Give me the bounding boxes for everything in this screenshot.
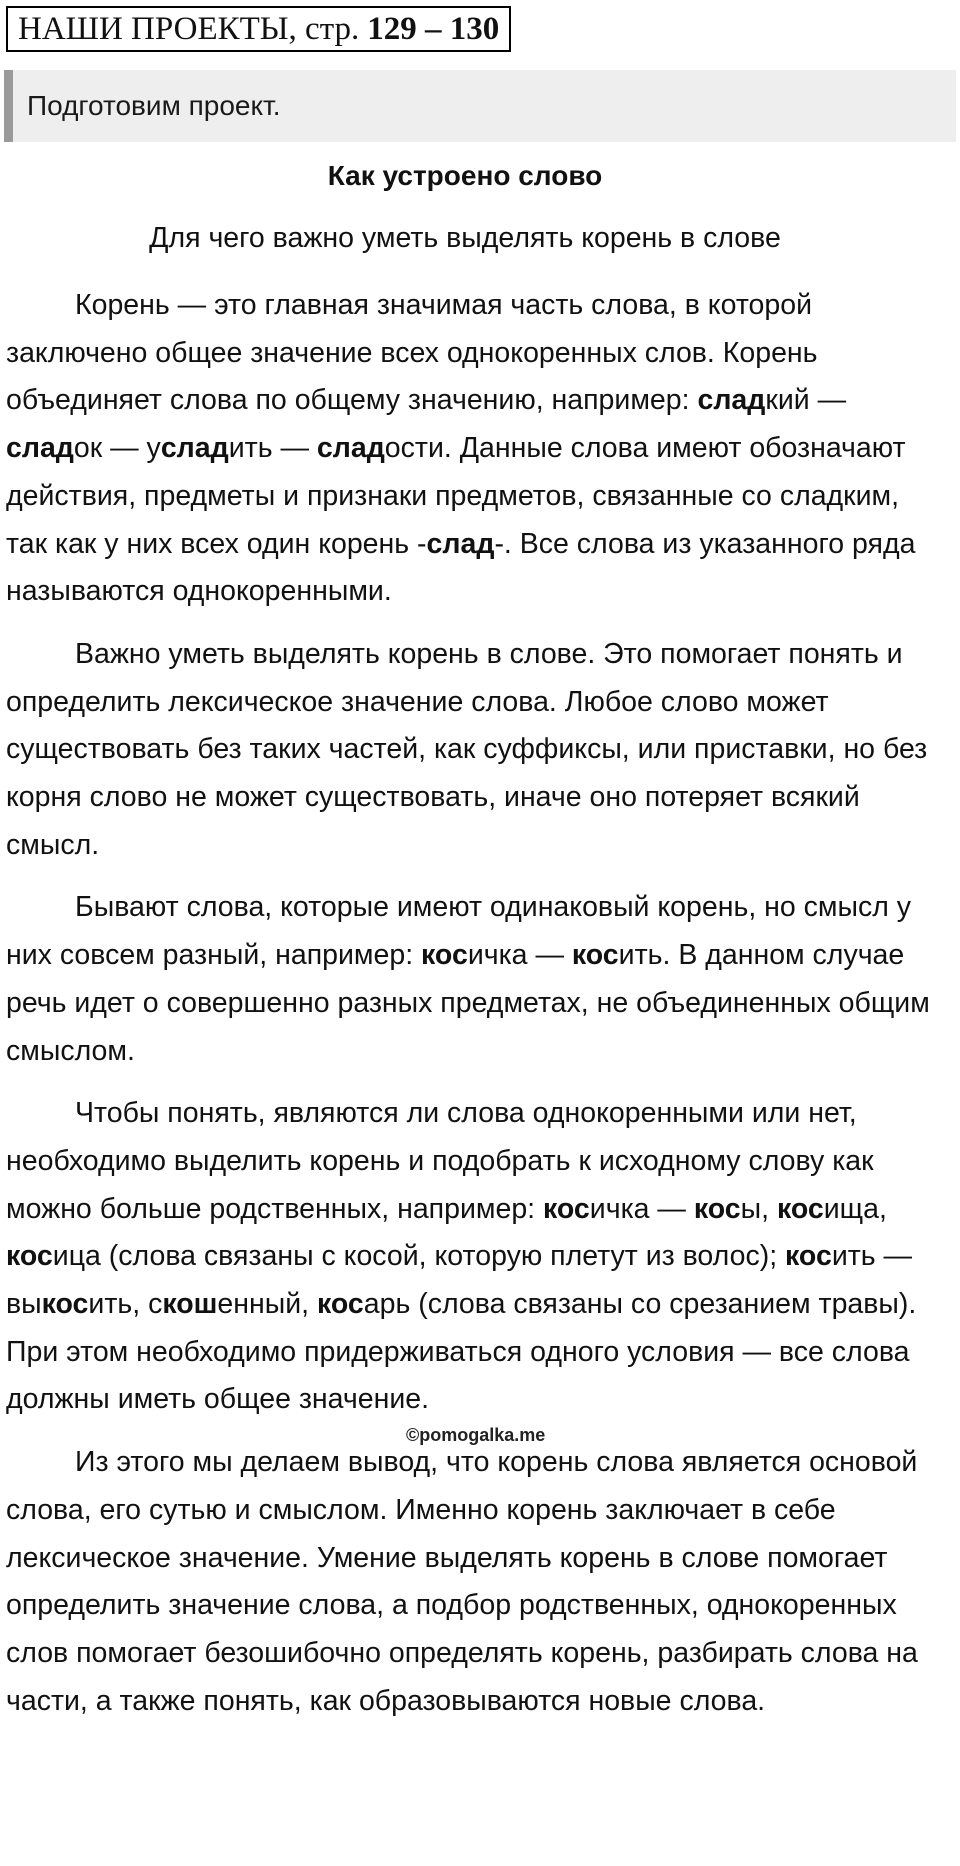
word-root: кос	[41, 1288, 89, 1321]
body-paragraph: Важно уметь выделять корень в слове. Это помогает понять и определить лексическое значение слова. Любое слово может существовать без таких частей, как суффиксы, или приставки, но без корня слово не может существовать, иначе оно потеряет всякий смысл.	[6, 637, 928, 861]
task-banner	[4, 70, 956, 142]
word-root: кос	[421, 939, 468, 972]
document-subtitle: Для чего важно уметь выделять корень в слове	[149, 222, 781, 254]
word-root: кош	[162, 1288, 218, 1321]
word-root: кос	[316, 1288, 364, 1321]
section-header	[6, 6, 511, 52]
body-paragraph: Корень — это главная значимая часть слова, в которой заключено общее значение всех однокоренных слов. Корень объединяет слова по общему значению, например: сладкий — сладок — усладить — сладости. Данные слова имеют обозначают действия, предметы и признаки предметов, связанные со сладким, так как у них всех один корень -слад-. Все слова из указанного ряда называются однокоренными.	[6, 289, 916, 608]
document-title: Как устроено слово	[327, 160, 603, 191]
word-root: кос	[6, 1240, 53, 1273]
word-root: кос	[571, 939, 619, 972]
word-root: кос	[785, 1240, 832, 1273]
word-root: слад	[160, 432, 229, 465]
task-text: Подготовим проект.	[27, 90, 281, 121]
document-body	[6, 282, 942, 1740]
page-range: 129 – 130	[367, 10, 500, 47]
word-root: кос	[776, 1192, 824, 1225]
word-root: слад	[316, 432, 385, 465]
body-paragraph: Чтобы понять, являются ли слова однокоренными или нет, необходимо выделить корень и подобрать к исходному слову как можно больше родственных, например: косичка — косы, косища, косица (слова связаны с косой, которую плетут из волос); косить — выкосить, скошенный, косарь (слова связаны со срезанием травы). При этом необходимо придерживаться одного условия — все слова должны иметь общее значение.	[6, 1097, 917, 1416]
watermark: ©pomogalka.me	[406, 1425, 546, 1445]
section-title: НАШИ ПРОЕКТЫ, стр.	[18, 10, 360, 47]
word-root: слад	[6, 432, 74, 465]
word-root: слад	[697, 384, 766, 417]
word-root: слад	[426, 527, 495, 560]
word-root: кос	[693, 1192, 741, 1225]
body-paragraph: Из этого мы делаем вывод, что корень слова является основой слова, его сутью и смыслом. Именно корень заключает в себе лексическое значение. Умение выделять корень в слове помогает определить значение слова, а подбор родственных, однокоренных слов помогает безошибочно определять корень, разбирать слова на части, а также понять, как образовываются новые слова.	[6, 1446, 918, 1717]
word-root: кос	[543, 1192, 590, 1225]
body-paragraph: Бывают слова, которые имеют одинаковый корень, но смысл у них совсем разный, например: косичка — косить. В данном случае речь идет о совершенно разных предметах, не объединенных общим смыслом.	[6, 891, 930, 1067]
